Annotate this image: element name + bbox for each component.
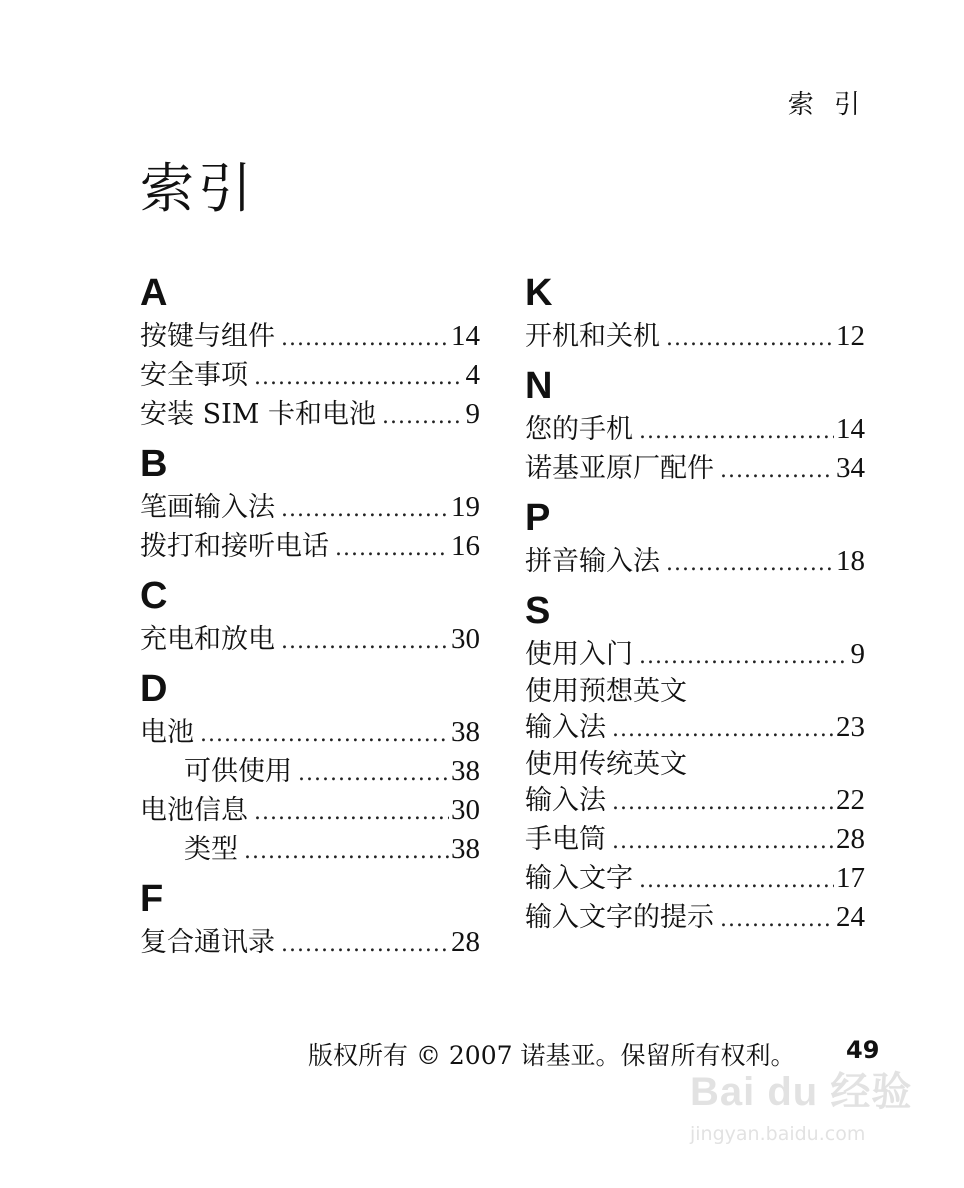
index-entry-label: 电池 (140, 717, 194, 748)
index-letter-a: A (140, 272, 168, 314)
index-entry-label: 安全事项 (140, 360, 248, 391)
index-entry-label: 可供使用 (184, 756, 292, 787)
index-subentry (140, 831, 480, 870)
dot-leader (254, 795, 449, 831)
dot-leader (382, 399, 464, 435)
index-entry-label: 按键与组件 (140, 321, 275, 352)
dot-leader (335, 531, 449, 567)
index-letter-b: B (140, 443, 168, 485)
index-entry-page: 14 (451, 320, 480, 352)
index-letter-d: D (140, 668, 168, 710)
index-entry (525, 318, 865, 357)
index-entry (140, 924, 480, 963)
index-entry-wrapped-line: 使用传统英文 (525, 749, 687, 780)
index-entry-label: 诺基亚原厂配件 (525, 453, 714, 484)
page-number: 49 (846, 1036, 880, 1064)
index-entry-label: 手电筒 (525, 824, 606, 855)
index-letter-s: S (525, 590, 551, 632)
dot-leader (720, 902, 834, 938)
index-entry-label: 拼音输入法 (525, 546, 660, 577)
index-entry-page: 34 (836, 452, 865, 484)
index-entry-label: 拨打和接听电话 (140, 531, 329, 562)
page-title: 索引 (140, 157, 256, 220)
index-subentry (140, 753, 480, 792)
index-entry-page: 38 (451, 755, 480, 787)
index-letter-k: K (525, 272, 553, 314)
index-entry (525, 782, 865, 821)
dot-leader (281, 321, 449, 357)
index-entry-label: 您的手机 (525, 414, 633, 445)
baidu-watermark (690, 1060, 920, 1170)
index-entry (140, 318, 480, 357)
watermark-url: jingyan.baidu.com (690, 1123, 866, 1145)
index-entry-page: 38 (451, 833, 480, 865)
index-entry-page: 30 (451, 623, 480, 655)
index-entry-page: 38 (451, 716, 480, 748)
dot-leader (612, 785, 834, 821)
index-entry-page: 9 (850, 638, 865, 670)
index-entry-page: 30 (451, 794, 480, 826)
index-entry (140, 528, 480, 567)
index-entry (140, 357, 480, 396)
dot-leader (244, 834, 449, 870)
dot-leader (612, 824, 834, 860)
dot-leader (666, 321, 834, 357)
index-letter-f: F (140, 878, 164, 920)
index-entry-label: 开机和关机 (525, 321, 660, 352)
index-entry (140, 714, 480, 753)
index-letter-c: C (140, 575, 168, 617)
running-header: 索 引 (787, 90, 866, 120)
index-entry-page: 14 (836, 413, 865, 445)
index-entry (140, 792, 480, 831)
index-entry (140, 621, 480, 660)
dot-leader (720, 453, 834, 489)
index-entry-page: 18 (836, 545, 865, 577)
index-entry-label: 输入文字的提示 (525, 902, 714, 933)
index-entry-page: 24 (836, 901, 865, 933)
index-entry-label: 输入文字 (525, 863, 633, 894)
index-entry (140, 396, 480, 435)
index-entry (525, 709, 865, 748)
index-entry (525, 860, 865, 899)
dot-leader (254, 360, 464, 396)
index-entry (525, 636, 865, 675)
index-entry-page: 28 (451, 926, 480, 958)
index-entry-label: 类型 (184, 834, 238, 865)
dot-leader (298, 756, 449, 792)
index-entry (140, 489, 480, 528)
index-column-left (140, 268, 480, 963)
index-entry-label: 复合通讯录 (140, 927, 275, 958)
index-entry-page: 16 (451, 530, 480, 562)
index-column-right (525, 268, 865, 938)
dot-leader (639, 863, 834, 899)
dot-leader (639, 414, 834, 450)
index-entry-page: 4 (465, 359, 480, 391)
index-entry-wrapped-line: 使用预想英文 (525, 676, 687, 707)
index-entry-label: 电池信息 (140, 795, 248, 826)
dot-leader (281, 927, 449, 963)
index-entry-page: 22 (836, 784, 865, 816)
dot-leader (281, 492, 449, 528)
index-entry-label: 安装 SIM 卡和电池 (140, 399, 376, 430)
index-entry-label: 笔画输入法 (140, 492, 275, 523)
dot-leader (200, 717, 449, 753)
dot-leader (639, 639, 849, 675)
index-letter-n: N (525, 365, 553, 407)
index-entry-page: 19 (451, 491, 480, 523)
index-entry-page: 28 (836, 823, 865, 855)
dot-leader (666, 546, 834, 582)
index-entry-page: 23 (836, 711, 865, 743)
index-entry (525, 543, 865, 582)
index-entry-page: 12 (836, 320, 865, 352)
copyright-footer: 版权所有 © 2007 诺基亚。保留所有权利。 (308, 1041, 796, 1070)
index-entry-label: 输入法 (525, 712, 606, 743)
index-entry-page: 17 (836, 862, 865, 894)
index-entry-label: 使用入门 (525, 639, 633, 670)
index-entry (525, 411, 865, 450)
index-entry-page: 9 (465, 398, 480, 430)
index-entry (525, 899, 865, 938)
index-entry-label: 输入法 (525, 785, 606, 816)
dot-leader (281, 624, 449, 660)
index-entry (525, 450, 865, 489)
index-entry-label: 充电和放电 (140, 624, 275, 655)
watermark-brand: Bai du 经验 (690, 1070, 913, 1114)
index-letter-p: P (525, 497, 551, 539)
dot-leader (612, 712, 834, 748)
index-entry (525, 821, 865, 860)
